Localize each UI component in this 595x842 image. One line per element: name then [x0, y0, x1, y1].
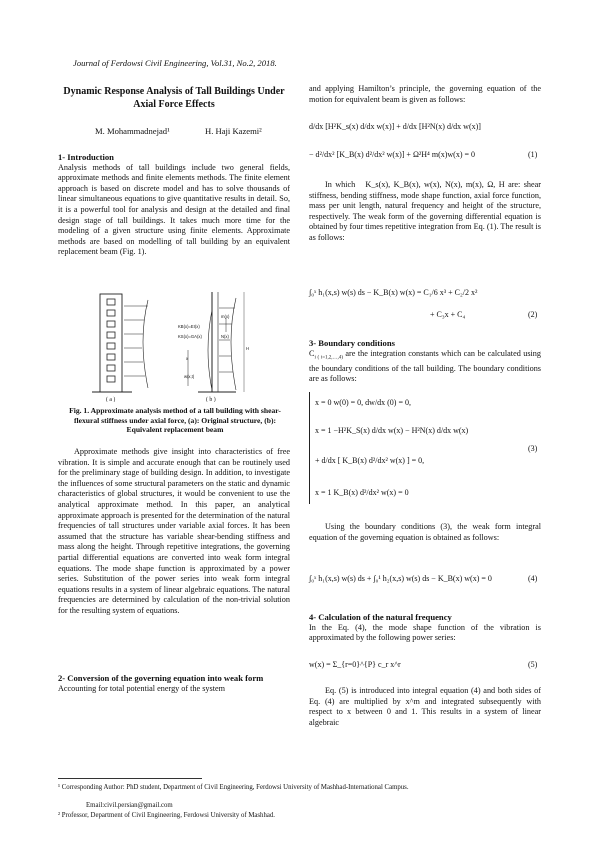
label-h: H	[246, 346, 250, 351]
bc-line-4: x = 1 K_B(x) d²/dx² w(x) = 0	[315, 488, 409, 497]
equation-5-number: (5)	[528, 660, 538, 669]
section-heading: 1- Introduction	[58, 152, 114, 162]
section-heading: 3- Boundary conditions	[309, 338, 395, 348]
hamilton-paragraph	[309, 84, 541, 105]
label-n: N(x)	[221, 334, 229, 339]
label-b: ( b )	[206, 397, 216, 402]
paragraph: and applying Hamilton’s principle, the governing equation of the motion for equivalent beam is given as follows:	[309, 84, 541, 104]
paragraph: Accounting for total potential energy of the system	[58, 683, 225, 693]
equation-1-line-2: − d²/dx² [K_B(x) d²/dx² w(x)] + Ω²H⁴ m(x)w(x) = 0	[309, 150, 476, 159]
weak-form-paragraph	[309, 522, 541, 543]
which-paragraph	[309, 180, 541, 244]
boundary-brace	[309, 392, 310, 504]
which-lead: In which	[325, 180, 356, 189]
equation-2-number: (2)	[528, 310, 538, 319]
paragraph: In the Eq. (4), the mode shape function of the vibration is approximated by the following power series:	[309, 622, 541, 643]
equation-2-line-2: + C₃x + C₄	[430, 310, 466, 319]
paragraph: are: shear stiffness, bending stiffness, mode shape function, axial force function, mass per unit length, natural frequency and height of the structure, respectively. The weak form of the governing differential equation is obtained by four times repetitive integration from Eq. (1). The result is as follows:	[309, 180, 542, 242]
author-1: M. Mohammadnejad¹	[95, 126, 170, 136]
journal-header: Journal of Ferdowsi Civil Engineering, Vol.31, No.2, 2018.	[73, 58, 277, 68]
section-natural-frequency	[309, 612, 541, 644]
power-series-paragraph	[309, 686, 541, 728]
label-ks: KS(x)=GA(x)	[178, 334, 202, 339]
equation-1-line-1: d/dx [H²K_s(x) d/dx w(x)] + d/dx [H²N(x) d/dx w(x)]	[309, 122, 481, 131]
bc-line-1: x = 0 w(0) = 0, dw/dx (0) = 0,	[315, 398, 411, 407]
label-w: w(x,t)	[184, 374, 195, 379]
footnote-2: ² Professor, Department of Civil Engineering, Ferdowsi University of Mashhad.	[58, 812, 275, 819]
label-m: m(x)	[221, 314, 230, 319]
figure-1-diagram	[86, 290, 286, 402]
section-boundary	[309, 338, 541, 385]
paragraph: Using the boundary conditions (3), the weak form integral equation of the governing equation is obtained as follows:	[309, 522, 541, 542]
footnote-email: Email:civil.persian@gmail.com	[86, 802, 173, 809]
bc-line-2: x = 1 −H²K_S(x) d/dx w(x) − H²N(x) d/dx w(x)	[315, 426, 469, 435]
paragraph: Analysis methods of tall buildings include two general fields, approximate methods and finite elements methods. The finite element approach is based on discrete model and has to solve thousands of linear simultaneous equations to give quantitative results in detail. So, it is a powerful tool for analysis and design at the detailed and final design stage of tall buildings. It takes much more time for the modeling of a given structure using finite elements. Approximate methods are based on modelling of tall building by an equivalent replacement beam (Fig. 1).	[58, 162, 290, 257]
section-heading: 4- Calculation of the natural frequency	[309, 612, 452, 622]
constant-subscript: i ( i=1,2,…,4)	[314, 355, 343, 361]
label-x: x	[186, 356, 189, 361]
equation-1-number: (1)	[528, 150, 538, 159]
constant-symbol: C	[309, 348, 315, 358]
footnote-rule	[58, 778, 202, 779]
figure-caption: Fig. 1. Approximate analysis method of a tall building with shear-flexural stiffness under axial force, (a): Original structure, (b): Equivalent replacement beam	[69, 406, 281, 435]
author-2: H. Haji Kazemi²	[205, 126, 262, 136]
equation-5: w(x) = Σ_{r=0}^{P} c_r x^r	[309, 660, 401, 669]
label-kb: KB(x)=EI(x)	[178, 324, 200, 329]
section-introduction	[58, 152, 290, 258]
intro-paragraph-2	[58, 447, 290, 617]
equation-4-number: (4)	[528, 574, 538, 583]
paper-title: Dynamic Response Analysis of Tall Buildings Under Axial Force Effects	[63, 86, 285, 110]
which-symbols: K_s(x), K_B(x), w(x), N(x), m(x), Ω, H	[365, 180, 505, 189]
paragraph: are the integration constants which can be calculated using the boundary conditions of the tall building. The boundary conditions are as follows:	[309, 348, 541, 384]
section-heading: 2- Conversion of the governing equation into weak form	[58, 673, 264, 683]
footnote-1: ¹ Corresponding Author: PhD student, Department of Civil Engineering, Ferdowsi University of Mashhad-International Campus.	[58, 784, 409, 791]
equation-2-line-1: ∫₀ˣ h₁(x,s) w(s) ds − K_B(x) w(x) = C₁/6 x³ + C₂/2 x²	[309, 288, 478, 297]
label-a: ( a )	[106, 397, 116, 402]
equation-3-number: (3)	[528, 444, 538, 453]
paragraph: Eq. (5) is introduced into integral equation (4) and both sides of Eq. (4) are multiplied by x^m and integrated subsequently with respect to x between 0 and 1. This results in a system of linear algebraic	[309, 686, 541, 727]
bc-line-3: + d/dx [ K_B(x) d²/dx² w(x) ] = 0,	[315, 456, 425, 465]
equation-4: ∫₀ˣ h₁(x,s) w(s) ds + ∫₀¹ h₂(x,s) w(s) ds − K_B(x) w(x) = 0	[309, 574, 492, 583]
paragraph: Approximate methods give insight into characteristics of free vibration. It is simple and accurate enough that can be routinely used for the preliminary stage of building design. In addition, to investigate the influences of some structural parameters on the static and dynamic characteristics of global structures, it would be convenient to use the analytical approximate method. In this paper, an analytical approximate approach is presented for the determination of the natural frequencies of tall structures under variable axial forces. It has been assumed that the structure has variable shear-bending stiffness and mass along the height. Through repetitive integrations, the governing partial differential equations are converted into weak form integral equations. The mode shape function is approximated by a power series. Substitution of the power series into weak form integral equations results in a system of linear algebraic equations. The natural frequencies are determined by calculation of the non-trivial solution for the resulting system of equations.	[58, 447, 290, 615]
section-weak-form	[58, 673, 290, 694]
